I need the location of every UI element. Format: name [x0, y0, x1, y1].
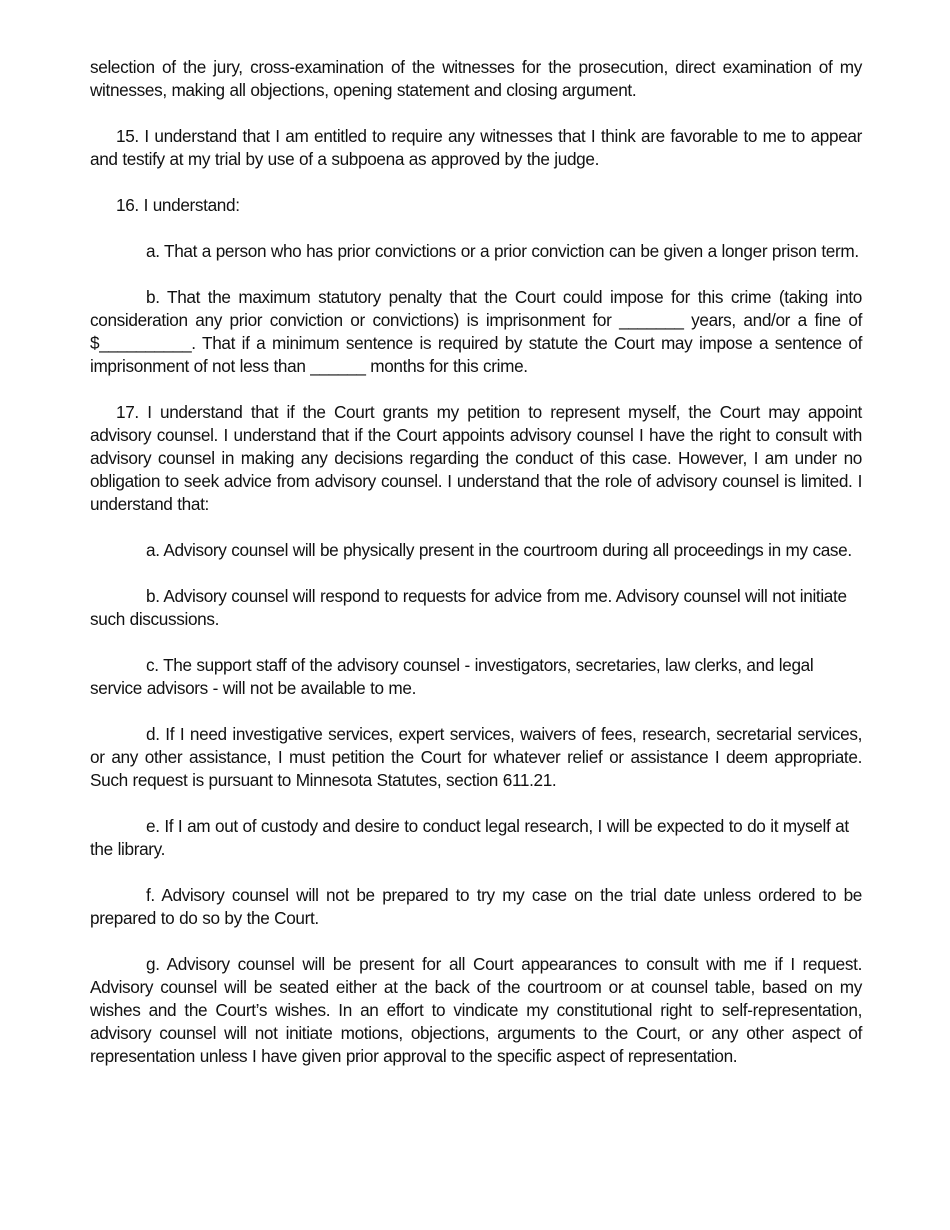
paragraph-14-continued: selection of the jury, cross-examination of the witnesses for the prosecution, direct examination of my witnesses, making all objections, opening statement and closing argument. — [90, 57, 862, 100]
paragraph-17a: a. Advisory counsel will be physically present in the courtroom during all proceedings in my case. — [146, 540, 852, 560]
document-page — [90, 56, 862, 1068]
paragraph-17g: g. Advisory counsel will be present for all Court appearances to consult with me if I request. Advisory counsel will be seated either at the back of the courtroom or at counsel table, based on my wishes and the Court’s wishes. In an effort to vindicate my constitutional right to self-representation, advisory counsel will not initiate motions, objections, arguments to the Court, or any other aspect of representation unless I have given prior approval to the specific aspect of representation. — [90, 954, 862, 1066]
paragraph-16: 16. I understand: — [116, 195, 240, 215]
paragraph-16b: b. That the maximum statutory penalty that the Court could impose for this crime (taking into consideration any prior conviction or convictions) is imprisonment for _______ years, and/or a fine of $__________. That if a minimum sentence is required by statute the Court may impose a sentence of imprisonment of not less than ______ months for this crime. — [90, 287, 862, 376]
paragraph-17: 17. I understand that if the Court grants my petition to represent myself, the Court may appoint advisory counsel. I understand that if the Court appoints advisory counsel I have the right to consult with advisory counsel in making any decisions regarding the conduct of this case. However, I am under no obligation to seek advice from advisory counsel. I understand that the role of advisory counsel is limited. I understand that: — [90, 402, 862, 514]
paragraph-17b: b. Advisory counsel will respond to requests for advice from me. Advisory counsel will not initiate such discussions. — [90, 586, 847, 629]
paragraph-17c: c. The support staff of the advisory counsel - investigators, secretaries, law clerks, and legal service advisors - will not be available to me. — [90, 655, 814, 698]
paragraph-17e: e. If I am out of custody and desire to conduct legal research, I will be expected to do it myself at the library. — [90, 816, 849, 859]
paragraph-17d: d. If I need investigative services, expert services, waivers of fees, research, secretarial services, or any other assistance, I must petition the Court for whatever relief or assistance I deem appropriate. Such request is pursuant to Minnesota Statutes, section 611.21. — [90, 724, 862, 790]
paragraph-17f: f. Advisory counsel will not be prepared to try my case on the trial date unless ordered to be prepared to do so by the Court. — [90, 885, 862, 928]
paragraph-15: 15. I understand that I am entitled to require any witnesses that I think are favorable to me to appear and testify at my trial by use of a subpoena as approved by the judge. — [90, 126, 862, 169]
paragraph-16a: a. That a person who has prior convictions or a prior conviction can be given a longer prison term. — [146, 241, 859, 261]
